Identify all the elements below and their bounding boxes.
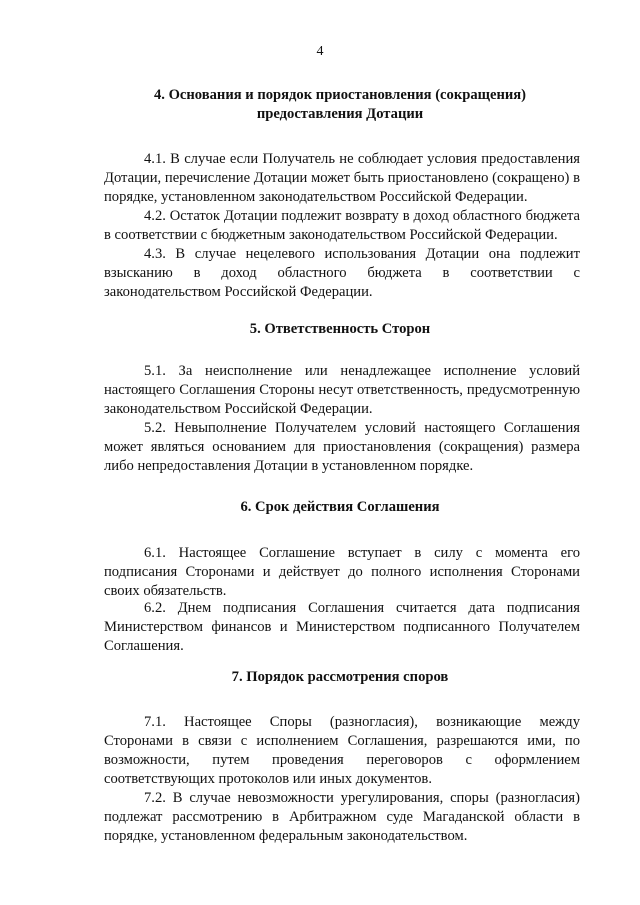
paragraph-7-2: 7.2. В случае невозможности урегулирования, споры (разногласия) подлежат рассмотрению в Арбитражном суде Магаданской области в порядке, установленном федеральным законодательством.: [104, 790, 580, 844]
paragraph-4-3: 4.3. В случае нецелевого использования Дотации она подлежит взысканию в доход областного бюджета в соответствии с законодательством Российской Федерации.: [104, 246, 580, 300]
paragraph-7-1: 7.1. Настоящее Споры (разногласия), возникающие между Сторонами в связи с исполнением Соглашения, разрешаются ими, по возможности, путем проведения переговоров с оформлением соответствующих протоколов или иных документов.: [104, 714, 580, 787]
section-7-title: 7. Порядок рассмотрения споров: [231, 669, 449, 685]
section-5-title: 5. Ответственность Сторон: [249, 321, 431, 337]
section-4-title-line1: 4. Основания и порядок приостановления (сокращения): [153, 87, 527, 103]
section-6-title: 6. Срок действия Соглашения: [240, 499, 440, 515]
paragraph-5-1: 5.1. За неисполнение или ненадлежащее исполнение условий настоящего Соглашения Стороны несут ответственность, предусмотренную законодательством Российской Федерации.: [104, 363, 580, 417]
paragraph-4-1: 4.1. В случае если Получатель не соблюдает условия предоставления Дотации, перечисление Дотации может быть приостановлено (сокращено) в порядке, установленном законодательством Российской Федерации.: [104, 151, 580, 205]
section-4-title-line2: предоставления Дотации: [256, 106, 424, 122]
paragraph-4-2: 4.2. Остаток Дотации подлежит возврату в доход областного бюджета в соответствии с бюджетным законодательством Российской Федерации.: [104, 208, 580, 243]
page-number: 4: [316, 44, 324, 59]
paragraph-5-2: 5.2. Невыполнение Получателем условий настоящего Соглашения может являться основанием для приостановления (сокращения) размера либо непредоставления Дотации в установленном порядке.: [104, 420, 580, 474]
paragraph-6-1: 6.1. Настоящее Соглашение вступает в силу с момента его подписания Сторонами и действует до полного исполнения Сторонами своих обязательств.: [104, 545, 580, 599]
paragraph-6-2: 6.2. Днем подписания Соглашения считается дата подписания Министерством финансов и Министерством подписанного Получателем Соглашения.: [104, 600, 580, 654]
